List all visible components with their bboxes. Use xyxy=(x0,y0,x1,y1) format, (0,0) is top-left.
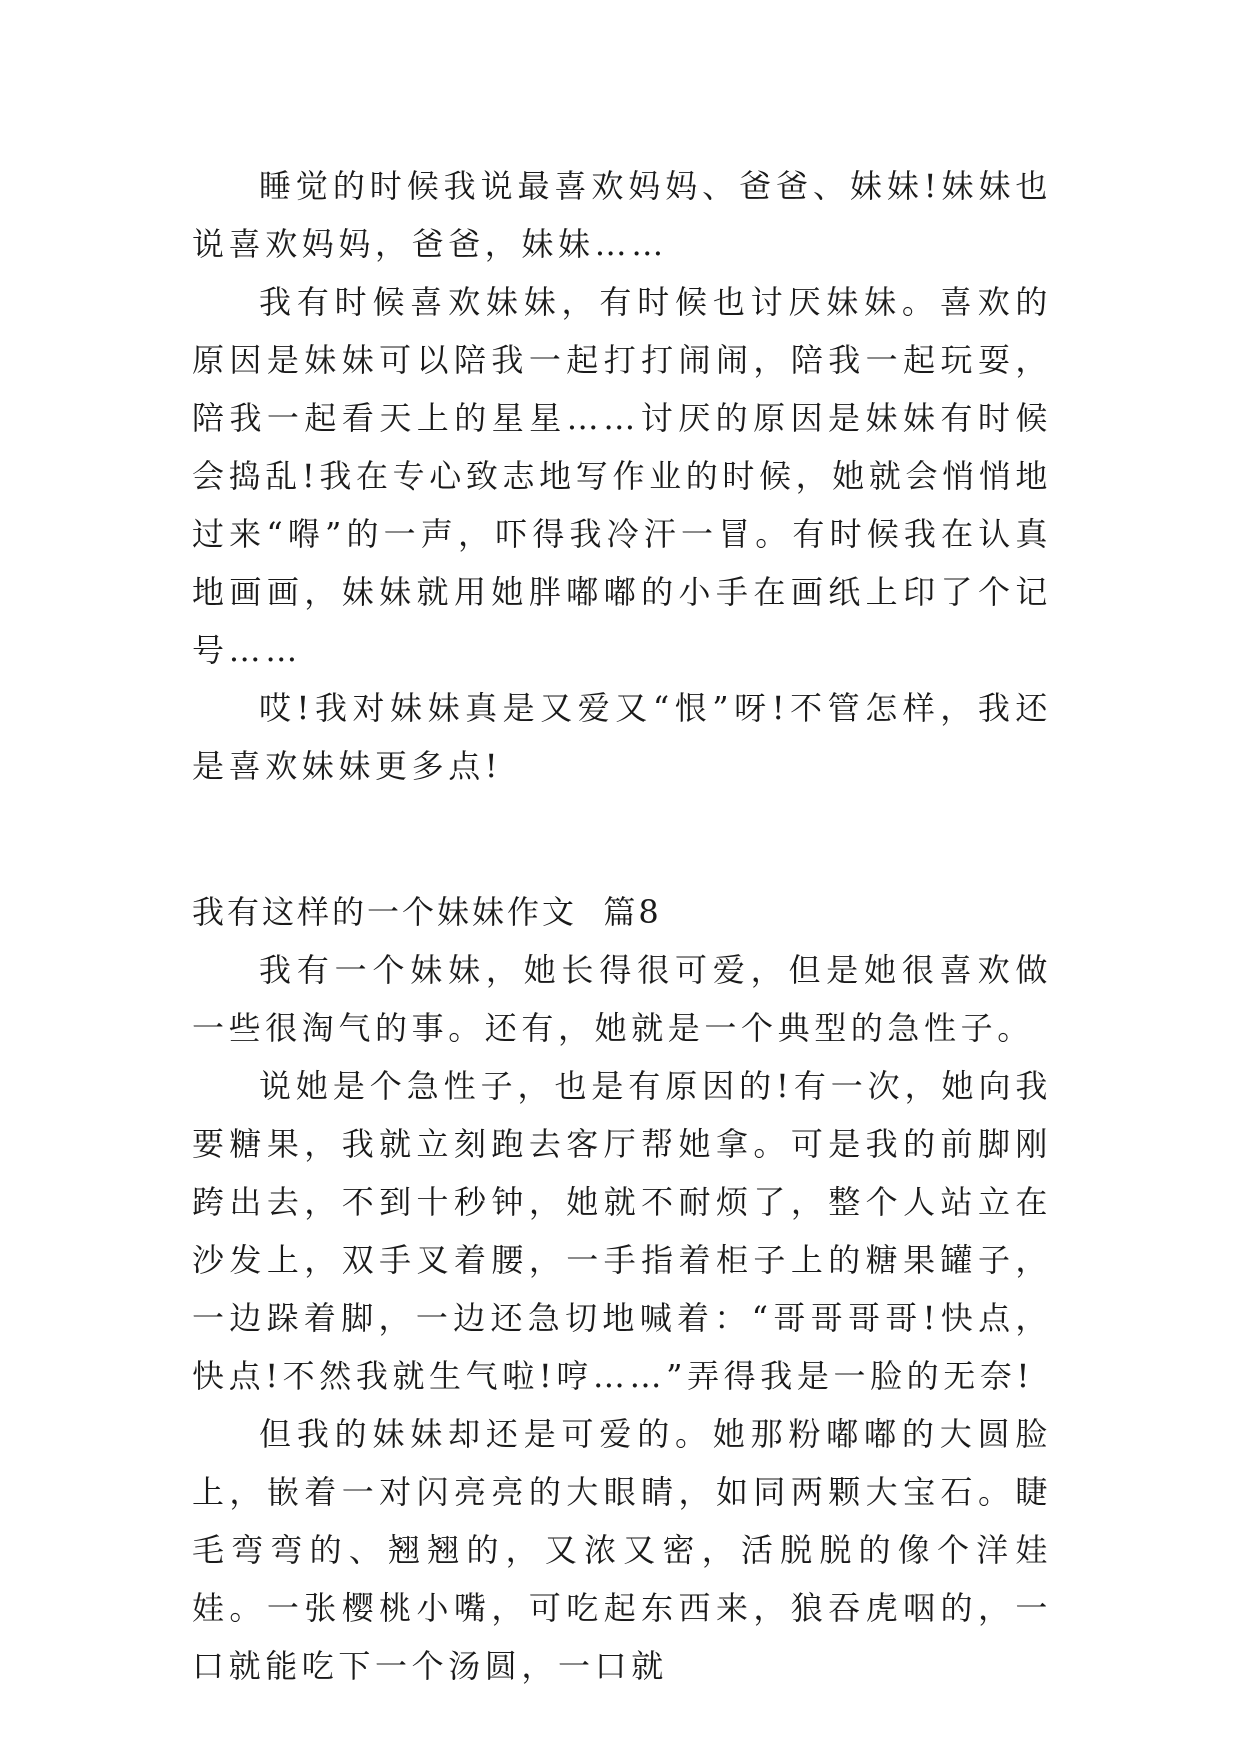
document-body xyxy=(192,157,1052,1695)
paragraph: 我有时候喜欢妹妹，有时候也讨厌妹妹。喜欢的原因是妹妹可以陪我一起打打闹闹，陪我一起玩耍，陪我一起看天上的星星……讨厌的原因是妹妹有时候会捣乱!我在专心致志地写作业的时候，她就会悄悄地过来“嘚”的一声，吓得我冷汗一冒。有时候我在认真地画画，妹妹就用她胖嘟嘟的小手在画纸上印了个记号…… xyxy=(192,283,1052,669)
paragraph: 我有一个妹妹，她长得很可爱，但是她很喜欢做一些很淘气的事。还有，她就是一个典型的急性子。 xyxy=(192,951,1052,1047)
section-heading: 我有这样的一个妹妹作文 篇8 xyxy=(192,893,662,931)
paragraph: 但我的妹妹却还是可爱的。她那粉嘟嘟的大圆脸上，嵌着一对闪亮亮的大眼睛，如同两颗大宝石。睫毛弯弯的、翘翘的，又浓又密，活脱脱的像个洋娃娃。一张樱桃小嘴，可吃起东西来，狼吞虎咽的，一口就能吃下一个汤圆，一口就 xyxy=(192,1415,1052,1685)
paragraph: 睡觉的时候我说最喜欢妈妈、爸爸、妹妹!妹妹也说喜欢妈妈，爸爸，妹妹…… xyxy=(192,167,1052,263)
paragraph: 说她是个急性子，也是有原因的!有一次，她向我要糖果，我就立刻跑去客厅帮她拿。可是我的前脚刚跨出去，不到十秒钟，她就不耐烦了，整个人站立在沙发上，双手叉着腰，一手指着柜子上的糖果罐子，一边跺着脚，一边还急切地喊着：“哥哥哥哥!快点，快点!不然我就生气啦!哼……”弄得我是一脸的无奈! xyxy=(192,1067,1052,1395)
paragraph: 哎!我对妹妹真是又爱又“恨”呀!不管怎样，我还是喜欢妹妹更多点! xyxy=(192,689,1052,785)
